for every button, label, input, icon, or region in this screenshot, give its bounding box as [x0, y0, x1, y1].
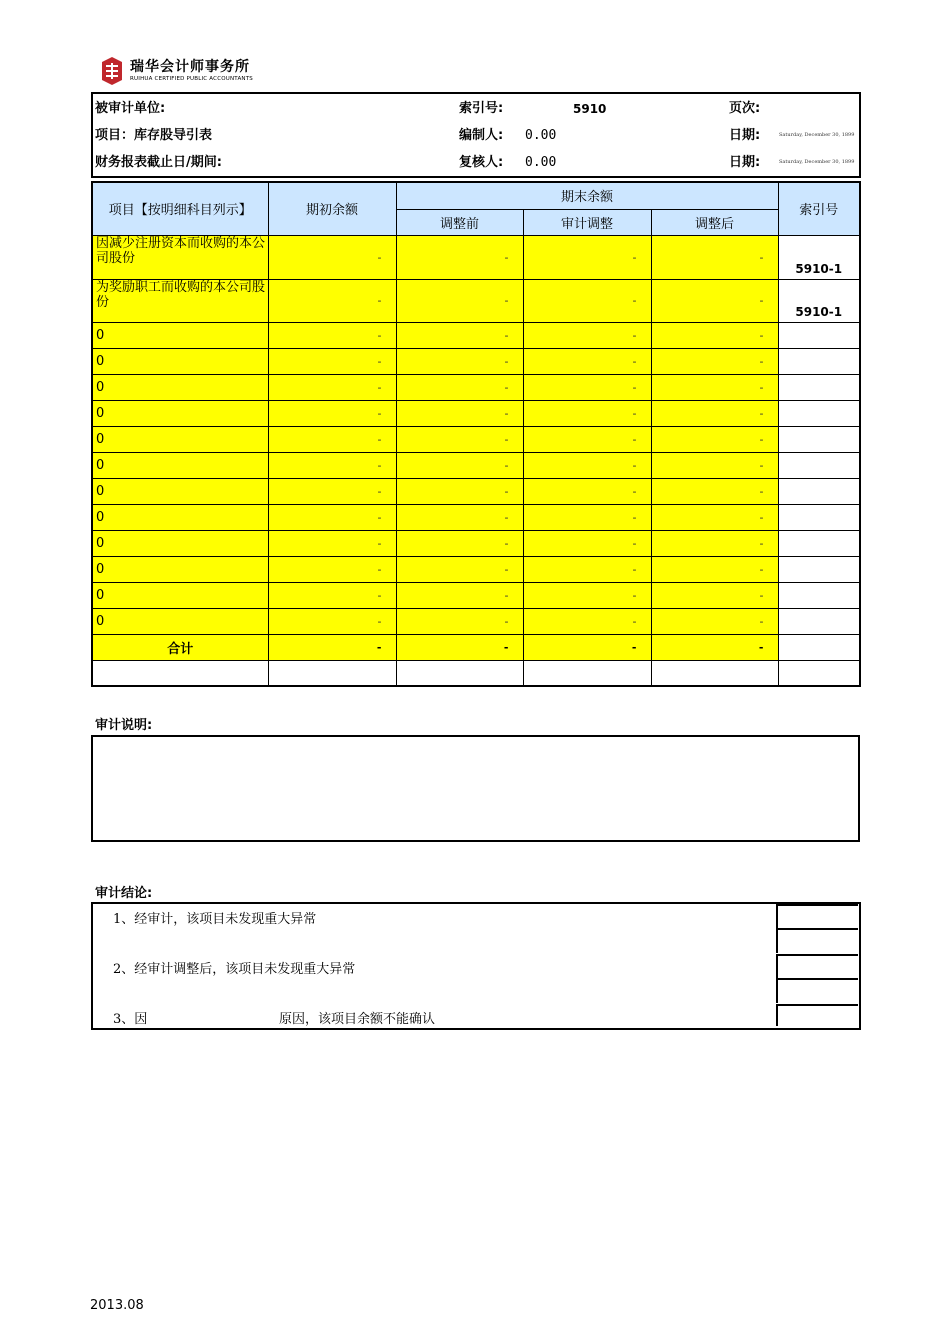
total-before: -: [396, 634, 523, 660]
conclusion-line-3b: 原因，该项目余额不能确认: [279, 1012, 436, 1027]
row-after[interactable]: -: [651, 322, 778, 348]
guide-table: [91, 181, 861, 687]
blank-cell[interactable]: [778, 660, 860, 686]
conclusion-line-1: 1、经审计，该项目未发现重大异常: [113, 912, 317, 927]
row-opening[interactable]: -: [268, 608, 396, 634]
col-header-item: 项目【按明细科目列示】: [92, 182, 268, 235]
row-after[interactable]: -: [651, 348, 778, 374]
row-name[interactable]: 0: [92, 452, 268, 478]
firm-name-en: RUIHUA CERTIFIED PUBLIC ACCOUNTANTS: [130, 76, 253, 82]
row-opening[interactable]: -: [268, 235, 396, 279]
conclusion-checkbox-2[interactable]: [776, 954, 858, 980]
table-row: [92, 235, 860, 279]
reviewer-label: 复核人:: [459, 155, 504, 170]
conclusion-checkbox-1[interactable]: [776, 904, 858, 930]
total-index[interactable]: [778, 634, 860, 660]
firm-seal-icon: [100, 56, 124, 86]
row-adj[interactable]: -: [523, 348, 651, 374]
row-opening[interactable]: -: [268, 279, 396, 322]
preparer-label: 编制人:: [459, 128, 504, 143]
row-before[interactable]: -: [396, 556, 523, 582]
date-value-2: Saturday, December 30, 1899: [779, 159, 855, 165]
row-opening[interactable]: -: [268, 400, 396, 426]
row-adj[interactable]: -: [523, 374, 651, 400]
firm-name-cn: 瑞华会计师事务所: [130, 59, 250, 75]
preparer-value: 0.00: [525, 128, 557, 143]
row-name[interactable]: 因减少注册资本而收购的本公司股份: [92, 235, 268, 279]
row-before[interactable]: -: [396, 348, 523, 374]
row-opening[interactable]: -: [268, 348, 396, 374]
index-label: 索引号:: [459, 101, 504, 116]
row-index[interactable]: [778, 426, 860, 452]
row-index[interactable]: [778, 400, 860, 426]
row-adj[interactable]: -: [523, 452, 651, 478]
audit-conclusion-box: [91, 902, 861, 1030]
row-after[interactable]: -: [651, 374, 778, 400]
table-row: [92, 322, 860, 348]
blank-cell[interactable]: [396, 660, 523, 686]
table-row: [92, 400, 860, 426]
row-opening[interactable]: -: [268, 530, 396, 556]
row-before[interactable]: -: [396, 279, 523, 322]
table-row: [92, 348, 860, 374]
col-header-opening: 期初余额: [268, 182, 396, 235]
date-value-1: Saturday, December 30, 1899: [779, 132, 855, 138]
total-row: [92, 634, 860, 660]
row-name[interactable]: 0: [92, 530, 268, 556]
row-name[interactable]: 0: [92, 478, 268, 504]
row-name[interactable]: 0: [92, 608, 268, 634]
conclusion-divider: [776, 928, 778, 953]
row-after[interactable]: -: [651, 452, 778, 478]
table-row: [92, 582, 860, 608]
total-adj: -: [523, 634, 651, 660]
audited-unit-label: 被审计单位:: [95, 101, 166, 116]
blank-cell[interactable]: [523, 660, 651, 686]
blank-cell[interactable]: [651, 660, 778, 686]
reviewer-value: 0.00: [525, 155, 557, 170]
row-adj[interactable]: -: [523, 608, 651, 634]
table-row: [92, 426, 860, 452]
row-name[interactable]: 0: [92, 348, 268, 374]
row-after[interactable]: -: [651, 279, 778, 322]
row-opening[interactable]: -: [268, 426, 396, 452]
row-after[interactable]: -: [651, 426, 778, 452]
table-row: [92, 530, 860, 556]
col-header-before: 调整前: [396, 209, 523, 235]
index-value: 5910: [573, 102, 607, 116]
conclusion-line-2: 2、经审计调整后，该项目未发现重大异常: [113, 962, 356, 977]
row-name[interactable]: 0: [92, 582, 268, 608]
row-before[interactable]: -: [396, 530, 523, 556]
row-adj[interactable]: -: [523, 556, 651, 582]
row-index[interactable]: [778, 556, 860, 582]
row-before[interactable]: -: [396, 374, 523, 400]
row-opening[interactable]: -: [268, 478, 396, 504]
row-name[interactable]: 0: [92, 426, 268, 452]
row-adj[interactable]: -: [523, 504, 651, 530]
row-name[interactable]: 0: [92, 400, 268, 426]
row-index[interactable]: [778, 374, 860, 400]
conclusion-checkbox-3[interactable]: [776, 1004, 858, 1026]
row-index[interactable]: [778, 478, 860, 504]
row-name[interactable]: 0: [92, 556, 268, 582]
col-header-closing-group: 期末余额: [396, 182, 778, 209]
row-adj[interactable]: -: [523, 235, 651, 279]
row-adj[interactable]: -: [523, 530, 651, 556]
row-after[interactable]: -: [651, 400, 778, 426]
row-opening[interactable]: -: [268, 322, 396, 348]
form-version: 2013.08: [90, 1298, 144, 1313]
row-before[interactable]: -: [396, 504, 523, 530]
row-index[interactable]: [778, 504, 860, 530]
row-index[interactable]: 5910-1: [778, 235, 860, 279]
period-label: 财务报表截止日/期间:: [95, 155, 222, 170]
table-row: [92, 556, 860, 582]
blank-row: [92, 660, 860, 686]
row-after[interactable]: -: [651, 235, 778, 279]
audit-notes-title: 审计说明:: [95, 718, 153, 733]
audit-conclusion-title: 审计结论:: [95, 886, 153, 901]
row-index[interactable]: [778, 452, 860, 478]
conclusion-divider: [776, 978, 778, 1003]
table-row: [92, 374, 860, 400]
row-before[interactable]: -: [396, 582, 523, 608]
col-header-audit-adj: 审计调整: [523, 209, 651, 235]
row-after[interactable]: -: [651, 478, 778, 504]
row-before[interactable]: -: [396, 426, 523, 452]
row-index[interactable]: 5910-1: [778, 279, 860, 322]
row-before[interactable]: -: [396, 322, 523, 348]
row-after[interactable]: -: [651, 504, 778, 530]
header-block: [91, 92, 861, 178]
row-before[interactable]: -: [396, 235, 523, 279]
row-name[interactable]: 0: [92, 374, 268, 400]
conclusion-line-3a: 3、因: [113, 1012, 148, 1027]
blank-cell[interactable]: [268, 660, 396, 686]
row-after[interactable]: -: [651, 556, 778, 582]
row-name[interactable]: 为奖励职工而收购的本公司股份: [92, 279, 268, 322]
col-header-index: 索引号: [778, 182, 860, 235]
row-index[interactable]: [778, 608, 860, 634]
row-index[interactable]: [778, 322, 860, 348]
table-row: [92, 608, 860, 634]
row-after[interactable]: -: [651, 582, 778, 608]
firm-logo: [100, 55, 253, 87]
row-before[interactable]: -: [396, 452, 523, 478]
table-row: [92, 279, 860, 322]
blank-cell[interactable]: [92, 660, 268, 686]
row-adj[interactable]: -: [523, 279, 651, 322]
col-header-after: 调整后: [651, 209, 778, 235]
row-index[interactable]: [778, 582, 860, 608]
row-name[interactable]: 0: [92, 322, 268, 348]
row-adj[interactable]: -: [523, 478, 651, 504]
audit-notes-box[interactable]: [91, 735, 860, 842]
row-after[interactable]: -: [651, 608, 778, 634]
row-opening[interactable]: -: [268, 582, 396, 608]
table-row: [92, 478, 860, 504]
row-opening[interactable]: -: [268, 374, 396, 400]
row-after[interactable]: -: [651, 530, 778, 556]
row-opening[interactable]: -: [268, 452, 396, 478]
row-before[interactable]: -: [396, 478, 523, 504]
total-opening: -: [268, 634, 396, 660]
table-row: [92, 452, 860, 478]
row-before[interactable]: -: [396, 608, 523, 634]
row-index[interactable]: [778, 530, 860, 556]
row-opening[interactable]: -: [268, 504, 396, 530]
row-name[interactable]: 0: [92, 504, 268, 530]
total-label: 合计: [92, 634, 268, 660]
row-adj[interactable]: -: [523, 322, 651, 348]
date-label-2: 日期:: [729, 155, 761, 170]
row-adj[interactable]: -: [523, 426, 651, 452]
page-label: 页次:: [729, 101, 761, 116]
total-after: -: [651, 634, 778, 660]
row-adj[interactable]: -: [523, 400, 651, 426]
row-adj[interactable]: -: [523, 582, 651, 608]
project-label: 项目：库存股导引表: [95, 128, 213, 143]
row-index[interactable]: [778, 348, 860, 374]
table-row: [92, 504, 860, 530]
row-opening[interactable]: -: [268, 556, 396, 582]
date-label-1: 日期:: [729, 128, 761, 143]
row-before[interactable]: -: [396, 400, 523, 426]
